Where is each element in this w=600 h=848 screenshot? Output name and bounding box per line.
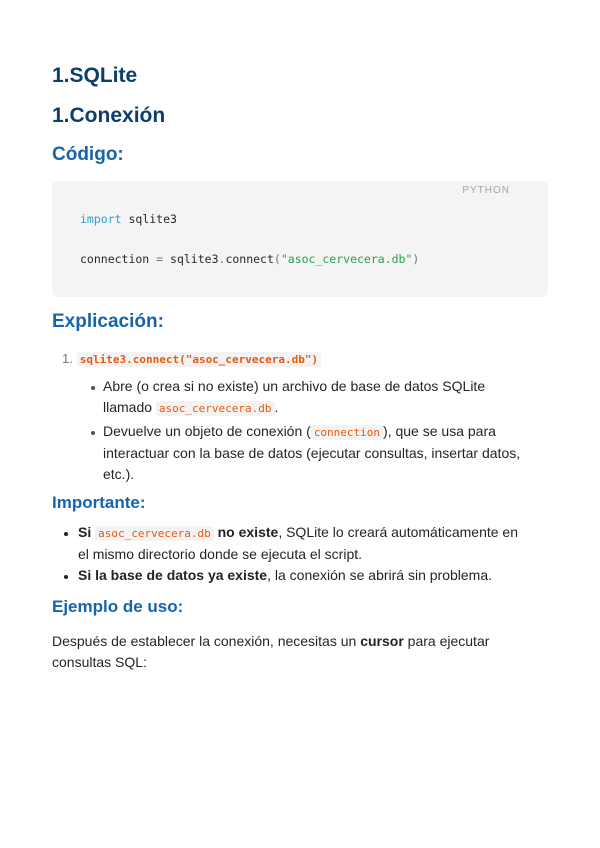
code-block (52, 181, 548, 297)
explanation-heading: Explicación: (52, 311, 164, 332)
text-span: para ejecutar (403, 633, 490, 649)
code-line-2 (80, 252, 419, 266)
code-variable: connection (80, 252, 150, 266)
list-item (78, 565, 492, 586)
text-span: . (274, 399, 279, 415)
code-paren-open: ( (273, 252, 281, 266)
code-paren-close: ) (412, 252, 420, 266)
code-keyword: import (80, 212, 122, 226)
inline-code: asoc_cervecera.db (95, 526, 214, 541)
list-item-line: etc.). (103, 466, 135, 482)
bullet-icon (64, 575, 68, 579)
text-span: , la conexión se abrirá sin problema. (267, 567, 493, 583)
code-object: sqlite3 (170, 252, 219, 266)
list-item-line: interactuar con la base de datos (ejecutar consultas, insertar datos, (103, 445, 521, 461)
text-span: llamado (103, 399, 156, 415)
bullet-icon (91, 431, 95, 435)
code-heading: Código: (52, 144, 124, 165)
code-module: sqlite3 (121, 212, 177, 226)
bold-text: cursor (360, 633, 404, 649)
bullet-icon (64, 532, 68, 536)
section-title: 1.Conexión (52, 104, 166, 127)
inline-code: asoc_cervecera.db (156, 401, 275, 416)
code-function: connect (225, 252, 274, 266)
paragraph-line: consultas SQL: (52, 654, 147, 670)
code-string: "asoc_cervecera.db" (280, 252, 413, 266)
code-line-1 (80, 212, 177, 226)
example-paragraph (52, 631, 489, 673)
list-item-line (78, 565, 492, 586)
code-dot: . (218, 252, 226, 266)
list-item-line (78, 522, 518, 544)
important-heading: Importante: (52, 493, 146, 512)
explanation-item (62, 348, 321, 370)
list-item (103, 421, 520, 485)
list-item-line: el mismo directorio donde se ejecuta el script. (78, 546, 363, 562)
text-span: Devuelve un objeto de conexión ( (103, 423, 311, 439)
code-language-label: PYTHON (462, 185, 510, 196)
page-title: 1.SQLite (52, 64, 138, 87)
bold-text: Si (78, 524, 92, 540)
list-item (103, 376, 485, 419)
list-item-line: Abre (o crea si no existe) un archivo de base de datos SQLite (103, 378, 486, 394)
inline-code: connection (311, 425, 383, 440)
example-heading: Ejemplo de uso: (52, 597, 184, 616)
text-span: , SQLite lo creará automáticamente en (278, 524, 518, 540)
list-number: 1. (62, 351, 73, 366)
code-operator: = (149, 252, 171, 266)
list-item (78, 522, 518, 565)
list-item-line (103, 397, 485, 419)
inline-code: sqlite3.connect("asoc_cervecera.db") (77, 352, 321, 367)
paragraph-line (52, 631, 489, 652)
text-span: ), que se usa para (383, 423, 496, 439)
text-span: Después de establecer la conexión, necesitas un (52, 633, 361, 649)
list-item-line (103, 421, 520, 443)
bold-text: Si la base de datos ya existe (78, 567, 268, 583)
bullet-icon (91, 386, 95, 390)
bold-text: no existe (217, 524, 279, 540)
